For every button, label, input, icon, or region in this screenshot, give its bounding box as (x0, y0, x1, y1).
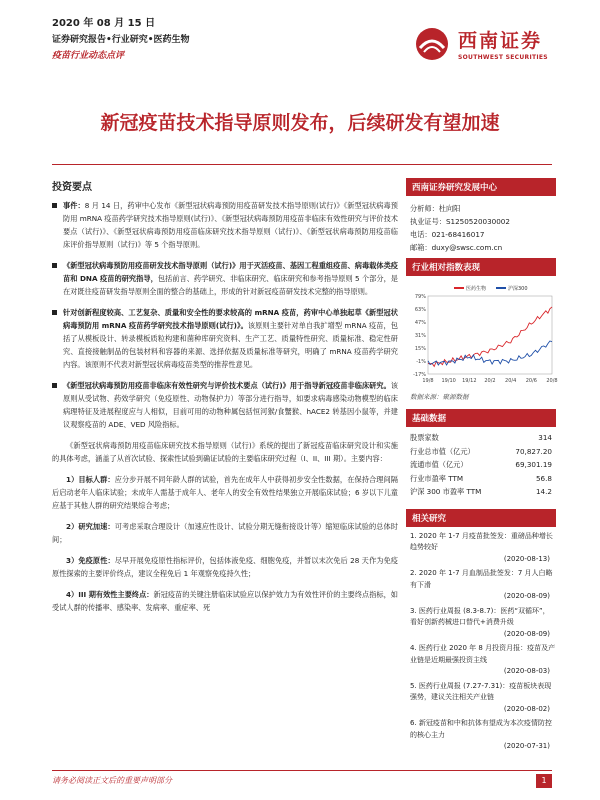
paragraph-accelerate (52, 520, 398, 546)
bullet-event (52, 199, 398, 251)
chart-x-tick-label: 19/10 (441, 378, 456, 384)
paragraph-text: 可考虑采取合理设计（加速应性设计、试验分期无缝衔接设计等）缩短临床试验的总体时间； (52, 522, 398, 544)
report-type: 证券研究报告•行业研究•医药生物 (52, 35, 190, 45)
section-heading: 投资要点 (52, 182, 92, 193)
chart-y-tick-label: 79% (414, 294, 426, 300)
basic-data-value: 314 (538, 433, 552, 442)
basic-data-row (406, 431, 556, 445)
paragraph-endpoint (52, 588, 398, 614)
related-item-title[interactable]: 5. 医药行业周报 (7.27-7.31)：疫苗板块表现强势，建议关注相关产业链 (410, 681, 552, 701)
related-heading: 相关研究 (406, 509, 556, 527)
basic-data-row (406, 472, 556, 486)
paragraph-text: 新冠疫苗的关键注册临床试验应以保护效力为有效性评价的主要终点指标，如受试人群的传播率、感染率、发病率、重症率、死 (52, 590, 398, 612)
chart-y-tick-label: 31% (414, 333, 426, 339)
related-item-date: (2020-08-13) (503, 554, 550, 563)
paragraph-lead: 1）目标人群： (66, 475, 115, 484)
related-item-date: (2020-08-02) (503, 704, 550, 713)
bullet-lead: 事件： (63, 201, 85, 210)
report-date: 2020 年 08 月 15 日 (52, 18, 156, 29)
analyst-name: 分析师：杜向阳 (410, 204, 461, 213)
related-item[interactable] (406, 681, 556, 716)
paragraph-target (52, 473, 398, 512)
page-number: 1 (536, 774, 552, 788)
related-item[interactable] (406, 568, 556, 603)
bullet-text: 8 月 14 日，药审中心发布《新型冠状病毒预防用疫苗研发技术指导原则(试行)》《新型冠状病毒预防用 mRNA 疫苗药学研究技术指导原则(试行)》、《新型冠状病毒预防用疫苗非临床有效性研究与评价技术要点（试行)》、《新型冠状病毒预防用疫苗临床研究技术指导原则（试行)》、《新型冠状病毒预防用疫苗临床评价指导原则（试行)》等 5 个指导原则。 (63, 201, 398, 249)
related-item-date: (2020-07-31) (503, 742, 550, 750)
related-item-title[interactable]: 4. 医药行业 2020 年 8 月投资月报：疫苗及产业链是近期最强投资主线 (410, 644, 556, 664)
related-item-title[interactable]: 3. 医药行业周报 (8.3-8.7)：医药“双循环”，看好创新药械进口替代+消费升级 (410, 606, 550, 626)
bullet-lead: 针对创新程度较高、工艺复杂、质量和安全性的要求较高的 mRNA 疫苗，药审中心单独起草《新型冠状病毒预防用 mRNA 疫苗药学研究技术指导原则(试行)》。 (63, 308, 398, 330)
basic-data-row (406, 445, 556, 459)
chart-y-tick-label: 15% (414, 346, 426, 352)
related-item-title[interactable]: 1. 2020 年 1-7 月疫苗批签发：重磅品种增长趋势较好 (410, 531, 553, 551)
main-content (52, 178, 398, 622)
basic-data-label: 行业市盈率 TTM (410, 473, 464, 483)
title-divider (52, 164, 552, 165)
report-header (52, 16, 190, 64)
logo-text-en: SOUTHWEST SECURITIES (458, 54, 548, 61)
basic-data-value: 56.8 (535, 473, 552, 483)
chart-y-tick-label: 63% (414, 307, 426, 313)
index-chart-svg (406, 280, 556, 390)
chart-x-tick-label: 20/8 (546, 378, 558, 384)
paragraph-lead: 2）研究加速： (66, 522, 115, 531)
company-logo (414, 24, 564, 72)
related-item[interactable] (406, 606, 556, 641)
basic-data-heading: 基础数据 (406, 409, 556, 427)
paragraph-clinical: 《新型冠状病毒预防用疫苗临床研究技术指导原则（试行)》系统的提出了新冠疫苗临床研究设计和实施的具体考虑，涵盖了从首次试验、探索性试验到确证试验的主要临床研究过程（I、II、III 期）。主要内容： (52, 441, 398, 463)
basic-data-label: 股票家数 (410, 433, 439, 442)
chart-legend-label: 沪深300 (508, 286, 528, 292)
related-item[interactable] (406, 531, 556, 566)
chart-legend-label: 医药生物 (466, 286, 487, 292)
related-item-title[interactable]: 2. 2020 年 1-7 月血制品批签发：7 月人白略有下滑 (410, 569, 553, 589)
bullet-text: 该原则主要针对单自我扩增型 mRNA 疫苗，包括了从模板设计、转录模板质粒构建和菌种库研究资料、生产工艺、质量特性研究、质量标准、稳定性研究、直接接触制品的包装材料和容器的来源、选择依据及质量标准等研究，明确了 mRNA 疫苗药学研究内容。该原则不代表对新型冠状病毒疫苗类型的推荐性意见。 (63, 321, 398, 369)
basic-data-row (406, 458, 556, 472)
basic-data-label: 流通市值（亿元） (410, 460, 468, 469)
analyst-phone: 电话：021-68416017 (410, 230, 485, 239)
index-chart (406, 280, 556, 390)
basic-data-value: 14.2 (535, 487, 552, 496)
bullet-guideline (52, 259, 398, 298)
paragraph-text: 应分步开展不同年龄人群的试验，首先在成年人中获得初步安全性数据，在保持合理间隔后启动老年人临床试验；未成年人需基于成年人、老年人的安全有效性结果独立开展临床试验；6 岁以下儿童应基于其他人群的研究结果综合考虑； (52, 475, 398, 510)
chart-y-tick-label: -17% (413, 372, 426, 378)
chart-x-tick-label: 19/8 (422, 378, 434, 384)
page-title: 新冠疫苗技术指导原则发布，后续研发有望加速 (100, 112, 500, 134)
basic-data-label: 行业总市值（亿元） (410, 446, 475, 456)
paragraph-lead: 3）免疫原性： (66, 556, 115, 565)
bullet-nonclinical (52, 379, 398, 431)
logo-mark-icon (414, 26, 450, 62)
bullet-lead: 《新型冠状病毒预防用疫苗非临床有效性研究与评价技术要点（试行)》用于指导新冠疫苗非临床研究。 (63, 381, 391, 390)
chart-x-tick-label: 20/6 (525, 378, 537, 384)
related-item[interactable] (406, 718, 556, 753)
bullet-text: 包括前言、药学研究、非临床研究、临床研究和参考指导原则 5 个部分，是在对既往疫苗研发指导原则全面的整合的基础上，形成的针对新冠疫苗研发技术完整的指导原则。 (63, 274, 398, 296)
footer-disclaimer: 请务必阅读正文后的重要声明部分 (52, 770, 552, 786)
related-item-date: (2020-08-03) (503, 667, 550, 675)
related-item-date: (2020-08-09) (503, 592, 550, 600)
chart-x-tick-label: 19/12 (462, 378, 477, 384)
bullet-lead: 《新型冠状病毒预防用疫苗研发技术指导原则（试行)》用于灭活疫苗、基因工程重组疫苗、病毒载体类疫苗和 DNA 疫苗的研究指导， (63, 261, 398, 283)
related-list (406, 527, 556, 753)
bullet-text: 该原则从受试物、药效学研究（免疫原性、动物保护力）等部分进行指导，如要求病毒感染动物模型的临床病理特征及进展程度应与人相似，目前可用的动物种属包括恒河猴/食蟹猴、hACE2 转基因小鼠等，并建议观察疫苗的 ADE、VED 风险指标。 (63, 381, 398, 429)
logo-text: 西南证券 (458, 30, 543, 52)
chart-source: 数据来源：聚源数据 (410, 393, 469, 401)
basic-data-value: 70,827.20 (515, 446, 552, 456)
analyst-info (406, 196, 556, 258)
related-item[interactable] (406, 643, 556, 678)
chart-series-line (428, 307, 552, 367)
paragraph-immunogenicity (52, 554, 398, 580)
chart-series-line (428, 341, 552, 365)
paragraph-text: 尽早开展免疫原性指标评价，包括体液免疫、细胞免疫，并暂以末次免后 28 天作为免疫原性探索的主要评价终点，建议全程免后 1 年观察免疫持久性； (52, 556, 398, 578)
basic-data-label: 沪深 300 市盈率 TTM (410, 487, 482, 496)
related-item-date: (2020-08-09) (503, 629, 550, 638)
basic-data-value: 69,301.19 (515, 460, 552, 469)
paragraph-lead: 4）III 期有效性主要终点： (66, 590, 154, 599)
analyst-license: 执业证号：S1250520030002 (410, 217, 510, 226)
chart-x-tick-label: 20/2 (484, 378, 496, 384)
analyst-email: 邮箱：duxy@swsc.com.cn (410, 243, 503, 252)
related-item-title[interactable]: 6. 新冠疫苗和中和抗体有望成为本次疫情防控的核心主力 (410, 719, 552, 739)
basic-data-table (406, 431, 556, 499)
report-subtitle: 疫苗行业动态点评 (52, 51, 125, 61)
bullet-mrna (52, 306, 398, 371)
analyst-heading: 西南证券研究发展中心 (406, 178, 556, 196)
chart-x-tick-label: 20/4 (505, 378, 517, 384)
chart-heading: 行业相对指数表现 (406, 258, 556, 276)
chart-y-tick-label: -1% (416, 359, 426, 365)
chart-y-tick-label: 47% (414, 320, 426, 326)
basic-data-row (406, 485, 556, 499)
sidebar (406, 178, 556, 756)
